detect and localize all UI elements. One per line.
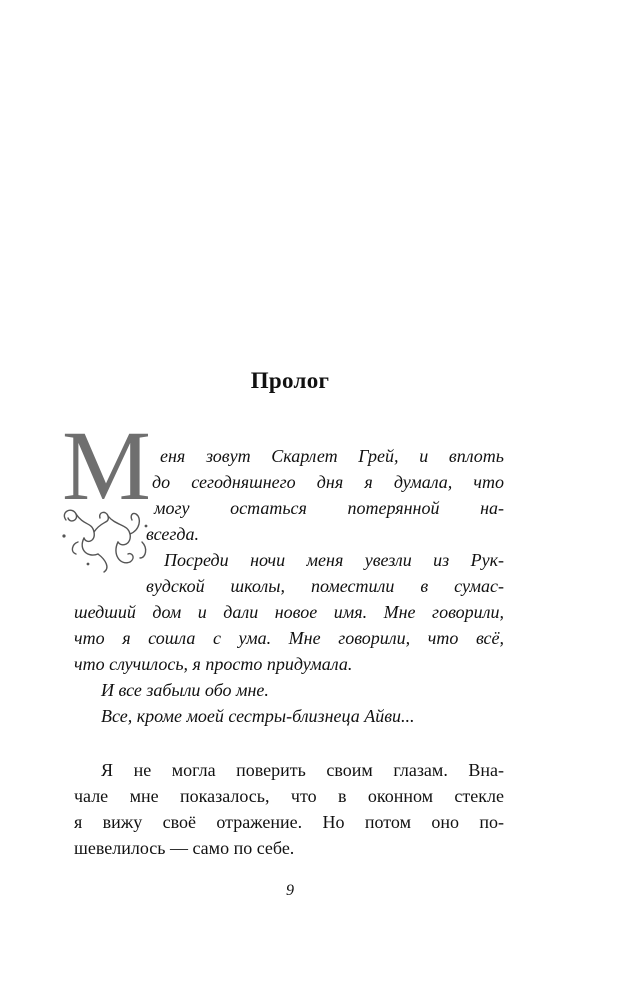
text-line: всегда. [146,524,199,544]
drop-cap-letter: М [62,410,151,521]
page-number: 9 [286,882,294,899]
text-line: И все забыли обо мне. [101,680,269,700]
text-line: могу остаться потерянной на- [154,498,504,518]
text-line: я вижу своё отражение. Но потом оно по- [74,812,504,832]
chapter-title: Пролог [250,368,330,393]
text-line: шедший дом и дали новое имя. Мне говорили, [74,602,504,622]
flourish-ornament-icon [58,498,158,578]
text-line: Я не могла поверить своим глазам. Вна- [101,760,504,780]
text-line: Посреди ночи меня увезли из Рук- [164,550,504,570]
text-line: что случилось, я просто придумала. [74,654,353,674]
text-line: шевелилось — само по себе. [74,838,295,858]
drop-cap [62,410,158,580]
text-line: до сегодняшнего дня я думала, что [152,472,504,492]
text-line: еня зовут Скарлет Грей, и вплоть [160,446,504,466]
text-line: чале мне показалось, что в оконном стекле [74,786,504,806]
text-line: что я сошла с ума. Мне говорили, что всё, [74,628,504,648]
text-line: Все, кроме моей сестры-близнеца Айви... [101,706,415,726]
text-line: вудской школы, поместили в сумас- [146,576,504,596]
